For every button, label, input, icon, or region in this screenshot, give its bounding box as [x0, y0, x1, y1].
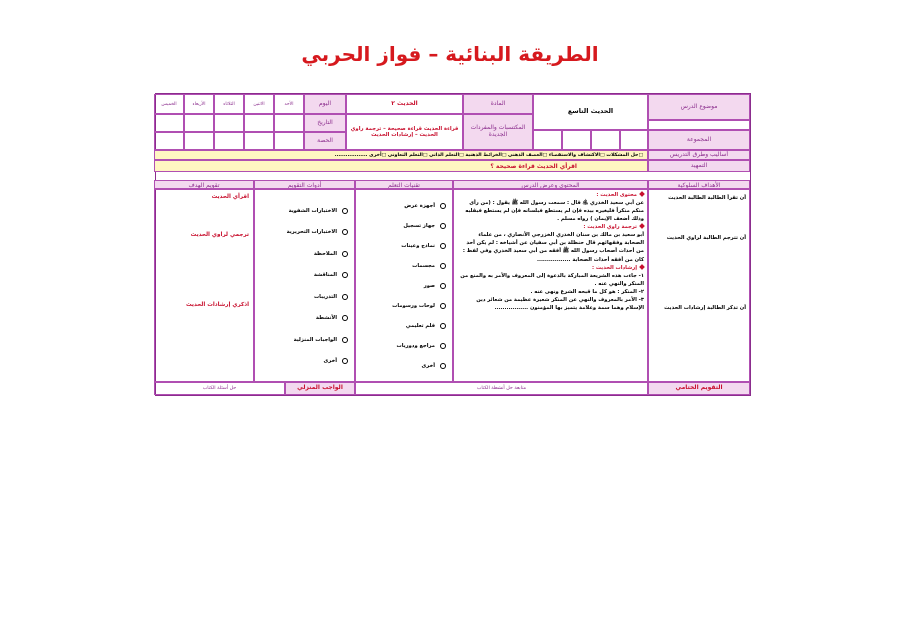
tool-item[interactable]	[255, 351, 354, 373]
evaluation-cell	[154, 189, 254, 382]
radio-icon	[440, 203, 446, 209]
col-content: المحتوى وعرض الدرس	[453, 180, 648, 189]
period-label: الحصة	[304, 132, 346, 150]
radio-icon	[440, 363, 446, 369]
day-wednesday: الأربعاء	[184, 94, 214, 114]
tool-item[interactable]	[255, 329, 354, 351]
content-head-1-text: محتوى الحديث :	[596, 192, 637, 198]
period-cell	[274, 132, 304, 150]
closing-label: التقويم الختامي	[648, 382, 750, 395]
col-techniques: تقنيات التعلم	[355, 180, 453, 189]
lesson-topic-value: الحديث التاسع	[533, 94, 648, 130]
radio-icon	[440, 283, 446, 289]
radio-icon	[440, 343, 446, 349]
content-head-3	[457, 264, 644, 272]
tool-label: أخرى	[323, 358, 337, 365]
date-cell	[154, 114, 184, 132]
radio-icon	[342, 358, 348, 364]
objective-3: أن تذكر الطالبة إرشادات الحديث	[664, 305, 746, 311]
page-title: الطريقة البنائية – فواز الحربي	[301, 42, 599, 66]
group-cell	[591, 130, 620, 150]
period-cell	[214, 132, 244, 150]
day-monday: الاثنين	[244, 94, 274, 114]
group-cell	[533, 130, 562, 150]
techniques-cell	[355, 189, 453, 382]
day-sunday: الأحد	[274, 94, 304, 114]
technique-item[interactable]	[356, 216, 452, 236]
lesson-topic-label: موضوع الدرس	[648, 94, 750, 120]
intro-value: اقرأي الحديث قراءة صحيحة ؟	[154, 160, 648, 172]
objective-1: أن تقرأ الطالبة الطالبة الحديث	[668, 195, 746, 201]
content-line-2: ٢- المنكر : هو كل ما قبحه الشرع ونهى عنه .	[530, 288, 644, 295]
tools-cell	[254, 189, 355, 382]
group-cell	[562, 130, 591, 150]
technique-label: مراجع ودوريات	[396, 343, 435, 349]
content-cell	[453, 189, 648, 382]
technique-item[interactable]	[356, 276, 452, 296]
technique-label: فلم تعليمي	[405, 323, 435, 329]
technique-label: لوحات ورسومات	[392, 303, 435, 309]
radio-icon	[440, 323, 446, 329]
day-tuesday: الثلاثاء	[214, 94, 244, 114]
evaluation-2: ترجمي لراوي الحديث	[190, 232, 249, 238]
period-cell	[154, 132, 184, 150]
period-cell	[184, 132, 214, 150]
bullet-icon	[639, 264, 645, 270]
subject-label: المادة	[463, 94, 533, 114]
technique-item[interactable]	[356, 196, 452, 216]
technique-label: أخرى	[421, 363, 435, 369]
content-line-3: ٣- الأمر بالمعروف والنهي عن المنكر شعيرة عظيمة من شعائر دين الإسلام وهما سمة وعلامة يتميز بها المؤمنون .................	[476, 296, 644, 311]
tool-label: التدريبات	[313, 293, 337, 300]
col-tools: أدوات التقويم	[254, 180, 355, 189]
radio-icon	[342, 229, 348, 235]
objectives-cell	[648, 189, 750, 382]
lesson-plan-table	[155, 93, 751, 396]
technique-label: أجهزة عرض	[404, 203, 435, 209]
date-label: التاريخ	[304, 114, 346, 132]
blank-cell	[648, 120, 750, 130]
period-cell	[244, 132, 274, 150]
technique-label: مجسمات	[412, 263, 435, 269]
methods-label: أساليب وطرق التدريس	[648, 150, 750, 160]
date-cell	[244, 114, 274, 132]
radio-icon	[440, 263, 446, 269]
content-body-1: عن أبي سعيد الخدري ﵁ قال : سمعت رسول الله ﷺ يقول : (من رأى منكم منكراً فليغيره بيده فإن لم يستطع فبلسانه فإن لم يستطع فبقلبه وذلك أضعف الإيمان ) رواه مسلم .	[465, 200, 644, 223]
content-head-3-text: إرشادات الحديث :	[591, 264, 637, 271]
radio-icon	[342, 272, 348, 278]
technique-item[interactable]	[356, 296, 452, 316]
tool-label: الأنشطة	[315, 315, 337, 322]
tool-label: المناقشة	[313, 272, 337, 279]
radio-icon	[440, 243, 446, 249]
objective-2: أن تترجم الطالبة لراوي الحديث	[666, 235, 746, 241]
radio-icon	[440, 223, 446, 229]
tool-item[interactable]	[255, 265, 354, 287]
content-head-1	[457, 191, 644, 199]
technique-item[interactable]	[356, 336, 452, 356]
methods-value: □حل المشكلات □الاكتشاف والاستقصاء □العصف الذهني □الخرائط الذهنية □التعلم الذاتي □التعلم التعاوني □أخرى ..................	[154, 150, 648, 160]
tool-item[interactable]	[255, 243, 354, 265]
tool-label: الاختبارات الشفوية	[288, 207, 337, 214]
content-body-2: أبو سعيد بن مالك بن سنان الخدري الخزرجي الأنصاري ، من علماء الصحابة وفقهائهم قال حنظلة بن أبي سفيان عن أشياخه : لم يكن أحد من أحداث أصحاب رسول الله ﷺ أفقه من أبي سعيد الخدري وفي لفظ : كان من أفقه أحداث الصحابة .................	[462, 232, 644, 263]
radio-icon	[342, 315, 348, 321]
radio-icon	[342, 251, 348, 257]
tool-item[interactable]	[255, 222, 354, 244]
col-objectives: الأهداف السلوكية	[648, 180, 750, 189]
subject-value: الحديث ٢	[346, 94, 463, 114]
technique-item[interactable]	[356, 236, 452, 256]
date-cell	[184, 114, 214, 132]
technique-label: صور	[423, 283, 435, 289]
tool-item[interactable]	[255, 308, 354, 330]
tool-item[interactable]	[255, 200, 354, 222]
acquired-value: قراءة الحديث قراءة صحيحة – ترجمة راوي الحديث – إرشادات الحديث	[346, 114, 463, 150]
content-line-1: ١- جاءت هذه الشريعة المباركة بالدعوة إلى المعروف والأمر به والمنع من المنكر والنهي عنه .	[460, 272, 644, 287]
radio-icon	[342, 337, 348, 343]
intro-label: التمهيد	[648, 160, 750, 172]
technique-item[interactable]	[356, 356, 452, 376]
technique-label: جهاز تسجيل	[403, 223, 435, 229]
day-label: اليوم	[304, 94, 346, 114]
col-evaluation: تقويم الهدف	[154, 180, 254, 189]
date-cell	[214, 114, 244, 132]
technique-label: نماذج وعينات	[401, 243, 435, 249]
evaluation-3: اذكري إرشادات الحديث	[186, 302, 249, 308]
group-label: المجموعة	[648, 130, 750, 150]
radio-icon	[342, 208, 348, 214]
evaluation-1: اقرأي الحديث	[211, 194, 249, 200]
content-head-2-text: ترجمة راوي الحديث :	[583, 224, 637, 231]
date-cell	[274, 114, 304, 132]
tool-label: الملاحظة	[313, 250, 337, 257]
tool-label: الاختبارات التحريرية	[286, 229, 337, 236]
content-head-2	[457, 223, 644, 231]
bullet-icon	[639, 223, 645, 229]
acquired-label: المكتسبات والمفردات الجديدة	[463, 114, 533, 150]
group-cell	[620, 130, 648, 150]
technique-item[interactable]	[356, 256, 452, 276]
closing-value: متابعة حل أنشطة الكتاب	[355, 382, 648, 395]
technique-item[interactable]	[356, 316, 452, 336]
radio-icon	[342, 294, 348, 300]
tool-item[interactable]	[255, 286, 354, 308]
day-thursday: الخميس	[154, 94, 184, 114]
radio-icon	[440, 303, 446, 309]
homework-value: حل أسئلة الكتاب	[154, 382, 285, 395]
tool-label: الواجبات المنزلية	[293, 336, 337, 343]
bullet-icon	[639, 191, 645, 197]
homework-label: الواجب المنزلي	[285, 382, 355, 395]
